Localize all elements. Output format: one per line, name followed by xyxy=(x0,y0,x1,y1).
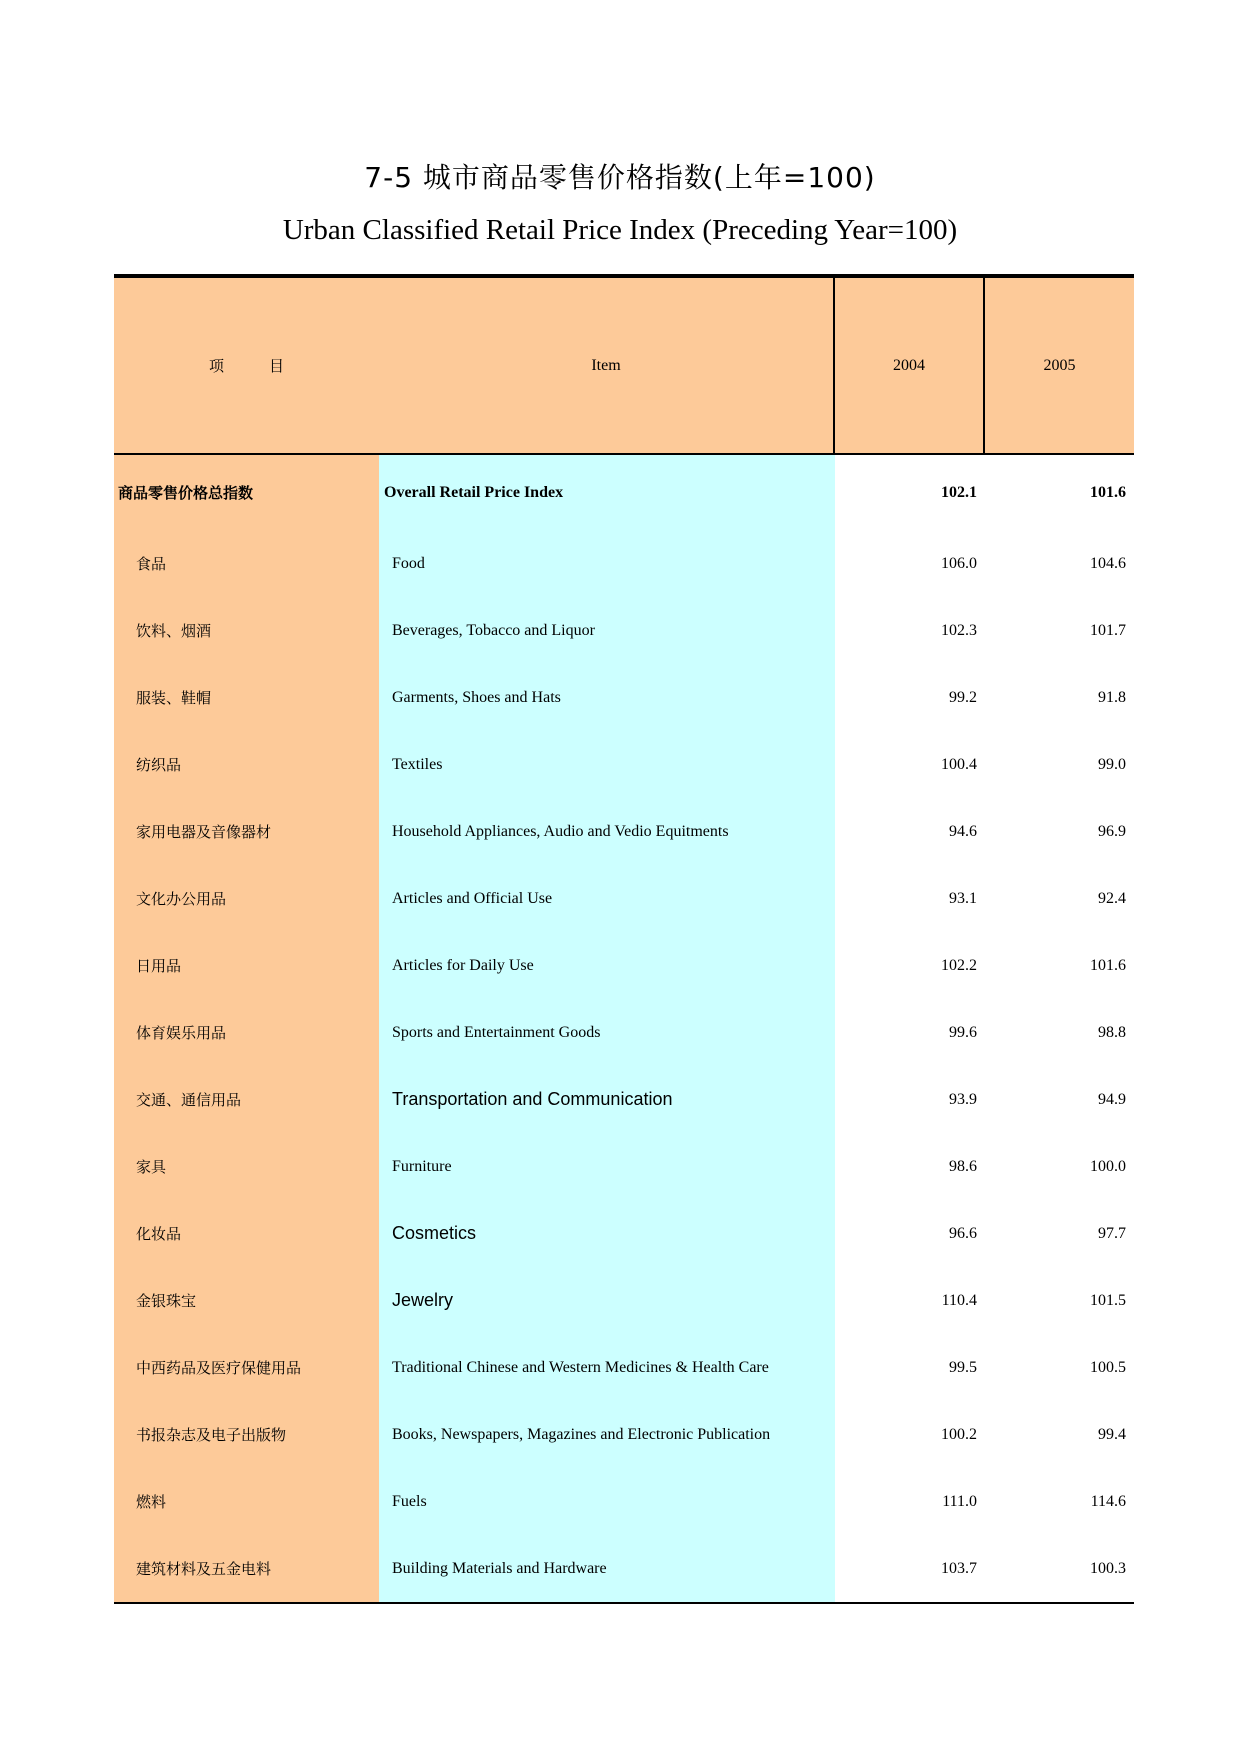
cell-2005: 114.6 xyxy=(1090,1492,1126,1510)
cell-2004: 111.0 xyxy=(942,1492,977,1510)
cell-2005: 97.7 xyxy=(1098,1224,1126,1242)
price-index-table xyxy=(114,274,1134,1604)
cell-2004: 99.6 xyxy=(949,1023,977,1041)
cell-cn: 中西药品及医疗保健用品 xyxy=(136,1359,302,1377)
cell-en: Overall Retail Price Index xyxy=(384,483,564,501)
cell-en: Cosmetics xyxy=(392,1223,477,1243)
header-chinese-label: 项 目 xyxy=(208,357,284,375)
cell-cn: 建筑材料及五金电料 xyxy=(136,1560,272,1578)
title-english: Urban Classified Retail Price Index (Preceding Year=100) xyxy=(282,214,958,246)
cell-cn: 日用品 xyxy=(136,957,182,975)
cell-en: Garments, Shoes and Hats xyxy=(392,688,561,706)
cell-2005: 98.8 xyxy=(1098,1023,1126,1041)
cell-cn: 纺织品 xyxy=(136,756,182,774)
cell-2004: 93.1 xyxy=(949,889,977,907)
cell-2004: 96.6 xyxy=(949,1224,977,1242)
cell-2004: 99.2 xyxy=(949,688,977,706)
cell-cn: 食品 xyxy=(136,555,167,573)
cell-2004: 93.9 xyxy=(949,1090,977,1108)
cell-2004: 102.3 xyxy=(941,621,977,639)
column-item xyxy=(379,455,835,1602)
cell-2005: 96.9 xyxy=(1098,822,1126,840)
cell-2005: 99.0 xyxy=(1098,755,1126,773)
cell-en: Household Appliances, Audio and Vedio Equitments xyxy=(392,822,729,840)
cell-cn: 体育娱乐用品 xyxy=(136,1024,227,1042)
cell-2005: 99.4 xyxy=(1098,1425,1126,1443)
cell-cn: 书报杂志及电子出版物 xyxy=(136,1426,287,1444)
cell-en: Furniture xyxy=(392,1157,452,1175)
cell-2004: 106.0 xyxy=(941,554,977,572)
cell-en: Jewelry xyxy=(392,1290,454,1310)
cell-en: Textiles xyxy=(392,755,443,773)
cell-2004: 100.2 xyxy=(941,1425,977,1443)
cell-2004: 99.5 xyxy=(949,1358,977,1376)
cell-en: Beverages, Tobacco and Liquor xyxy=(392,621,595,639)
header-chinese-item xyxy=(114,278,379,453)
cell-en: Transportation and Communication xyxy=(392,1089,673,1109)
cell-2005: 101.7 xyxy=(1090,621,1126,639)
cell-cn: 家用电器及音像器材 xyxy=(136,823,272,841)
cell-en: Traditional Chinese and Western Medicines & Health Care xyxy=(392,1358,769,1376)
cell-en: Food xyxy=(392,554,425,572)
cell-2005: 101.6 xyxy=(1090,483,1126,501)
cell-en: Articles and Official Use xyxy=(392,889,553,907)
cell-2004: 110.4 xyxy=(941,1291,977,1309)
cell-2005: 100.0 xyxy=(1090,1157,1126,1175)
cell-cn: 交通、通信用品 xyxy=(136,1091,242,1109)
cell-2005: 100.3 xyxy=(1090,1559,1126,1577)
cell-2004: 103.7 xyxy=(941,1559,977,1577)
header-year-2004: 2004 xyxy=(835,278,985,453)
cell-en: Books, Newspapers, Magazines and Electronic Publication xyxy=(392,1425,771,1443)
cell-cn: 化妆品 xyxy=(136,1225,182,1243)
cell-cn: 金银珠宝 xyxy=(136,1292,197,1310)
cell-en: Fuels xyxy=(392,1492,427,1510)
cell-2005: 92.4 xyxy=(1098,889,1126,907)
cell-en: Building Materials and Hardware xyxy=(392,1559,607,1577)
title-chinese: 7-5 城市商品零售价格指数(上年=100) xyxy=(364,161,876,194)
cell-2004: 102.1 xyxy=(941,483,977,501)
table-header xyxy=(114,278,1134,455)
column-2005 xyxy=(985,455,1134,1602)
cell-2005: 94.9 xyxy=(1098,1090,1126,1108)
cell-cn: 家具 xyxy=(136,1158,167,1176)
cell-2005: 101.5 xyxy=(1090,1291,1126,1309)
column-2004 xyxy=(835,455,985,1602)
cell-2004: 100.4 xyxy=(941,755,977,773)
cell-en: Sports and Entertainment Goods xyxy=(392,1023,601,1041)
cell-2005: 91.8 xyxy=(1098,688,1126,706)
column-chinese-item xyxy=(114,455,379,1602)
header-year-2005: 2005 xyxy=(1043,356,1076,374)
cell-2004: 98.6 xyxy=(949,1157,977,1175)
cell-cn: 饮料、烟酒 xyxy=(136,622,212,640)
cell-cn: 燃料 xyxy=(136,1493,167,1511)
header-item: Item xyxy=(379,278,835,453)
cell-cn: 文化办公用品 xyxy=(136,890,227,908)
cell-cn: 商品零售价格总指数 xyxy=(118,484,254,502)
cell-2005: 100.5 xyxy=(1090,1358,1126,1376)
cell-2004: 102.2 xyxy=(941,956,977,974)
cell-2005: 101.6 xyxy=(1090,956,1126,974)
cell-2004: 94.6 xyxy=(949,822,977,840)
cell-cn: 服装、鞋帽 xyxy=(136,689,212,707)
cell-en: Articles for Daily Use xyxy=(392,956,534,974)
cell-2005: 104.6 xyxy=(1090,554,1126,572)
table-body xyxy=(114,455,1134,1604)
